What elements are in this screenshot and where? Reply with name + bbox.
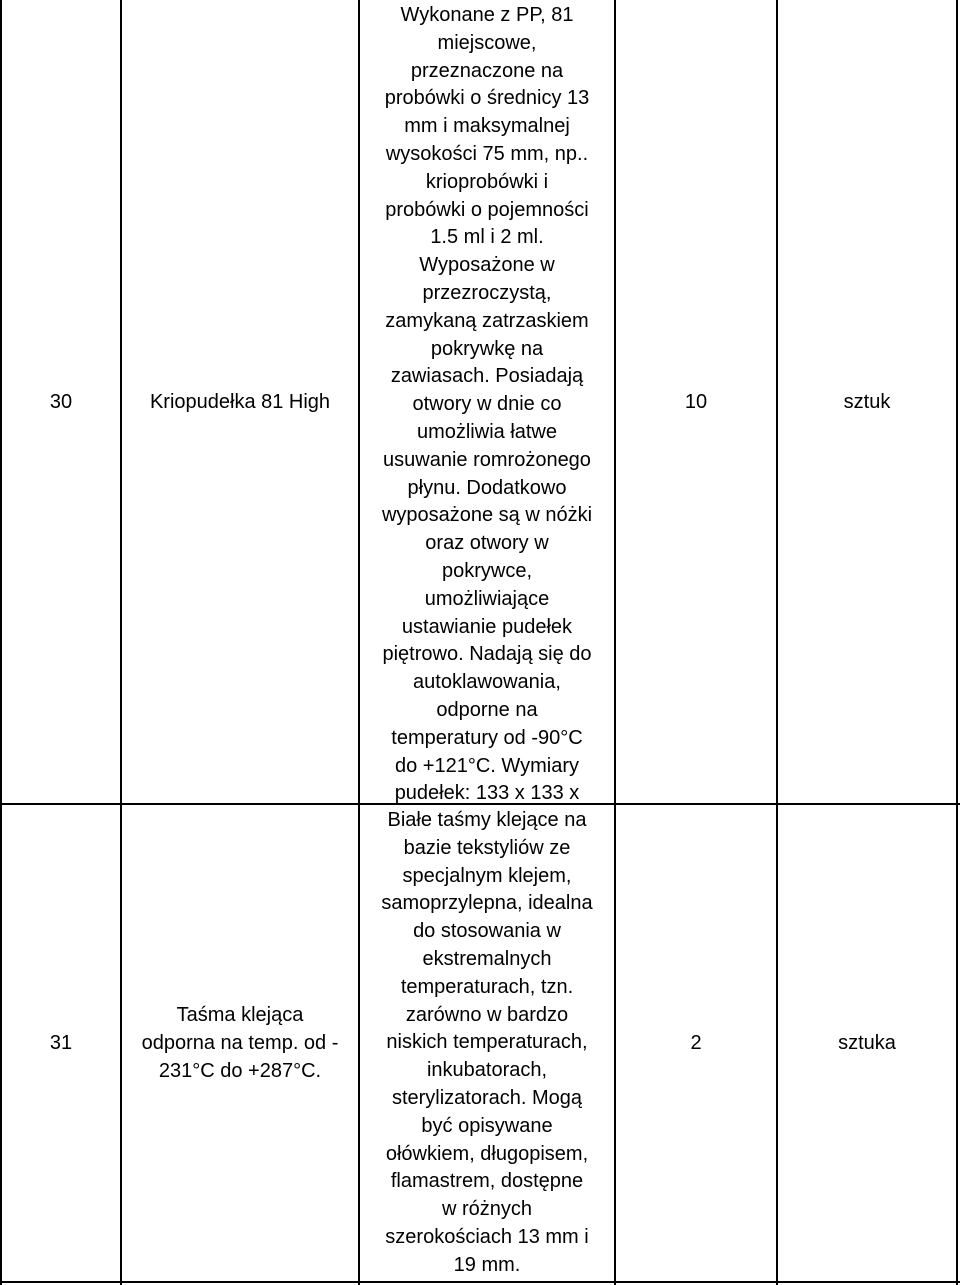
table-border-bottom [0, 1281, 960, 1283]
item-unit: sztuka [838, 1032, 896, 1054]
row-number: 30 [49, 390, 73, 413]
item-quantity: 2 [690, 1032, 702, 1054]
item-name: Taśma klejąca odporna na temp. od - 231°C do +287°C. [141, 1004, 339, 1082]
row-number: 31 [49, 1032, 73, 1054]
item-description: Wykonane z PP, 81 miejscowe, przeznaczone na probówki o średnicy 13 mm i maksymalnej wysokości 75 mm, np.. krioprobówki i probówki o pojemności 1.5 ml i 2 ml. Wyposażone w przezroczystą, zamykaną zatrzaskiem pokrywkę na zawiasach. Posiadają otwory w dnie co umożliwia łatwe usuwanie romrożonego płynu. Dodatkowo wyposażone są w nóżki oraz otwory w pokrywce, umożliwiające ustawianie pudełek piętrowo. Nadają się do autoklawowania, odporne na temperatury od -90°C do +121°C. Wymiary pudełek: 133 x 133 x [381, 4, 593, 803]
item-quantity: 10 [684, 390, 708, 413]
table-row [0, 805, 960, 1281]
item-description: Białe taśmy klejące na bazie tekstyliów ze specjalnym klejem, samoprzylepna, idealna do stosowania w ekstremalnych temperaturach, tzn. zarówno w bardzo niskich temperaturach, inkubatorach, sterylizatorach. Mogą być opisywane ołówkiem, długopisem, flamastrem, dostępne w różnych szerokościach 13 mm i 19 mm. [381, 809, 593, 1276]
item-unit: sztuk [843, 390, 891, 413]
item-name: Kriopudełka 81 High [149, 390, 331, 413]
